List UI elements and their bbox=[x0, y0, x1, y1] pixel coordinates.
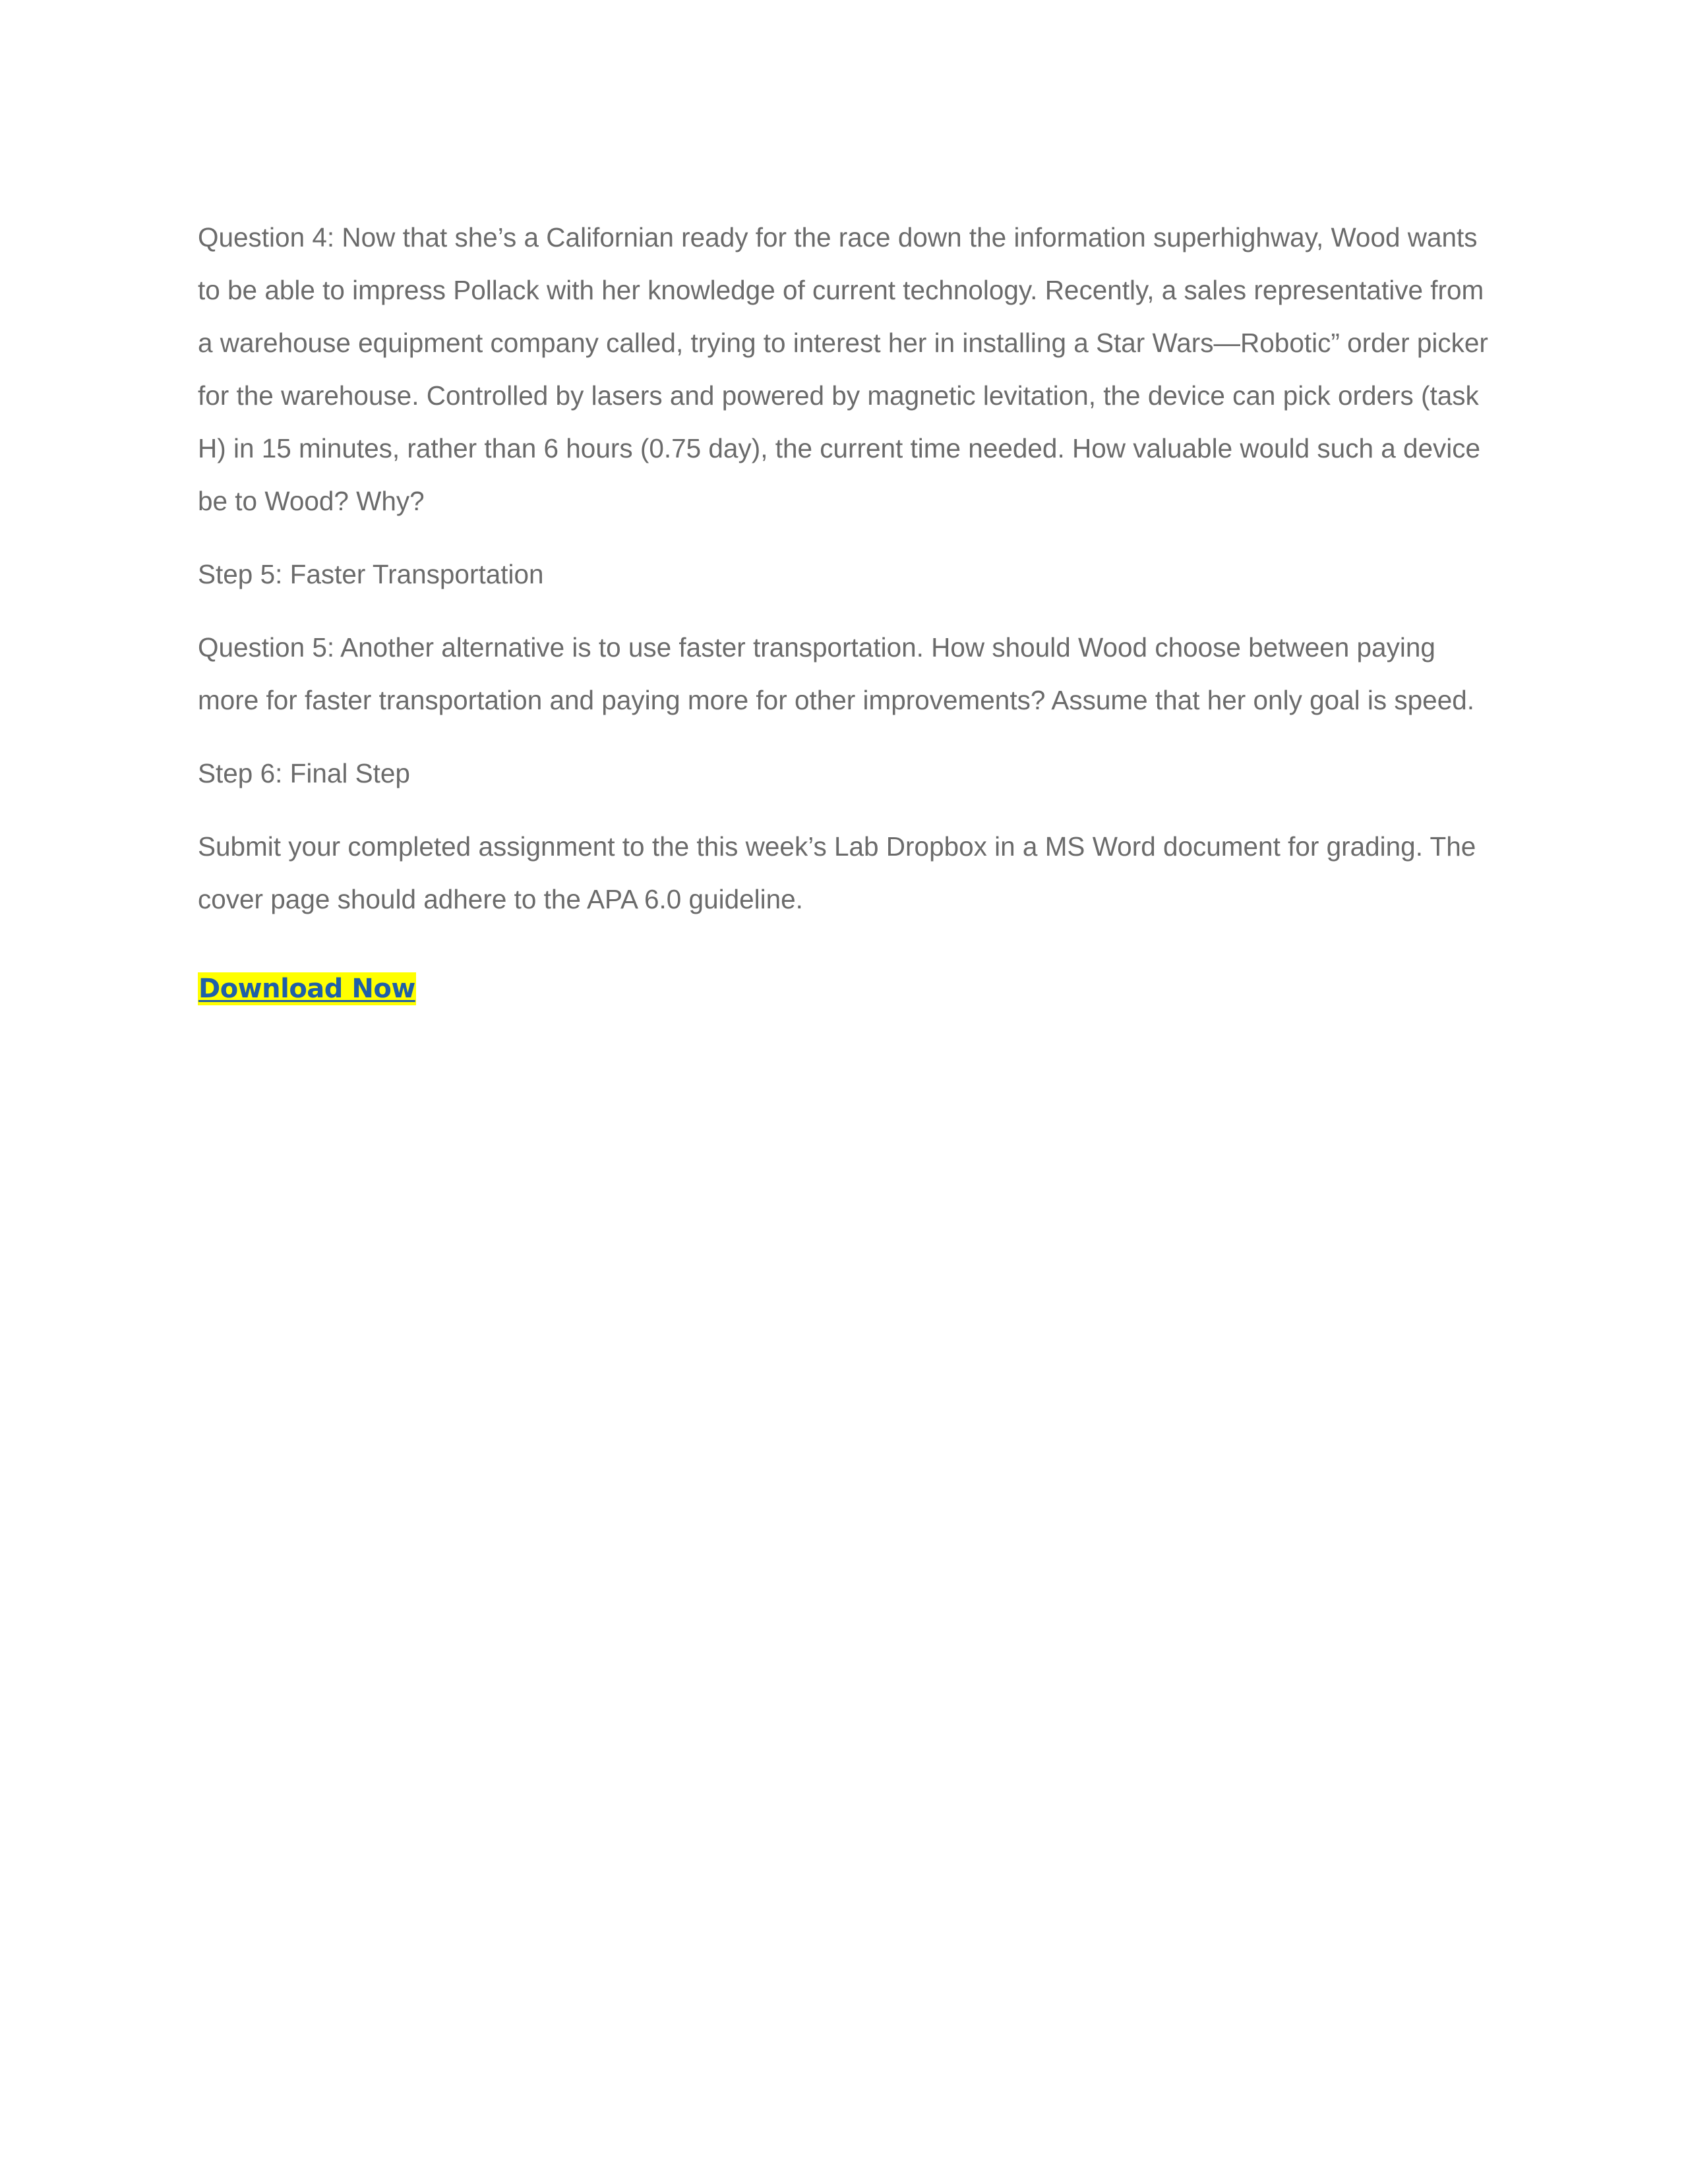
download-now-link[interactable]: Download Now bbox=[198, 974, 415, 1004]
paragraph-spacer bbox=[198, 726, 1490, 747]
document-body bbox=[198, 211, 1490, 1009]
paragraph-spacer bbox=[198, 527, 1490, 548]
submit-instructions-paragraph: Submit your completed assignment to the this week’s Lab Dropbox in a MS Word document for grading. The cover page should adhere to the APA 6.0 guideline. bbox=[198, 831, 1476, 914]
step-6-heading: Step 6: Final Step bbox=[198, 758, 410, 788]
paragraph-spacer bbox=[198, 800, 1490, 820]
question-5-paragraph: Question 5: Another alternative is to use faster transportation. How should Wood choose between paying more for faster transportation and paying more for other improvements? Assume that her only goal is speed. bbox=[198, 632, 1474, 715]
download-container bbox=[198, 968, 1490, 1009]
step-5-heading: Step 5: Faster Transportation bbox=[198, 559, 544, 589]
paragraph-spacer bbox=[198, 601, 1490, 621]
question-4-paragraph: Question 4: Now that she’s a Californian ready for the race down the information superhighway, Wood wants to be able to impress Pollack with her knowledge of current technology. Recently, a sales representative from a warehouse equipment company called, trying to interest her in installing a Star Wars—Robotic” order picker for the warehouse. Controlled by lasers and powered by magnetic levitation, the device can pick orders (task H) in 15 minutes, rather than 6 hours (0.75 day), the current time needed. How valuable would such a device be to Wood? Why? bbox=[198, 222, 1488, 516]
